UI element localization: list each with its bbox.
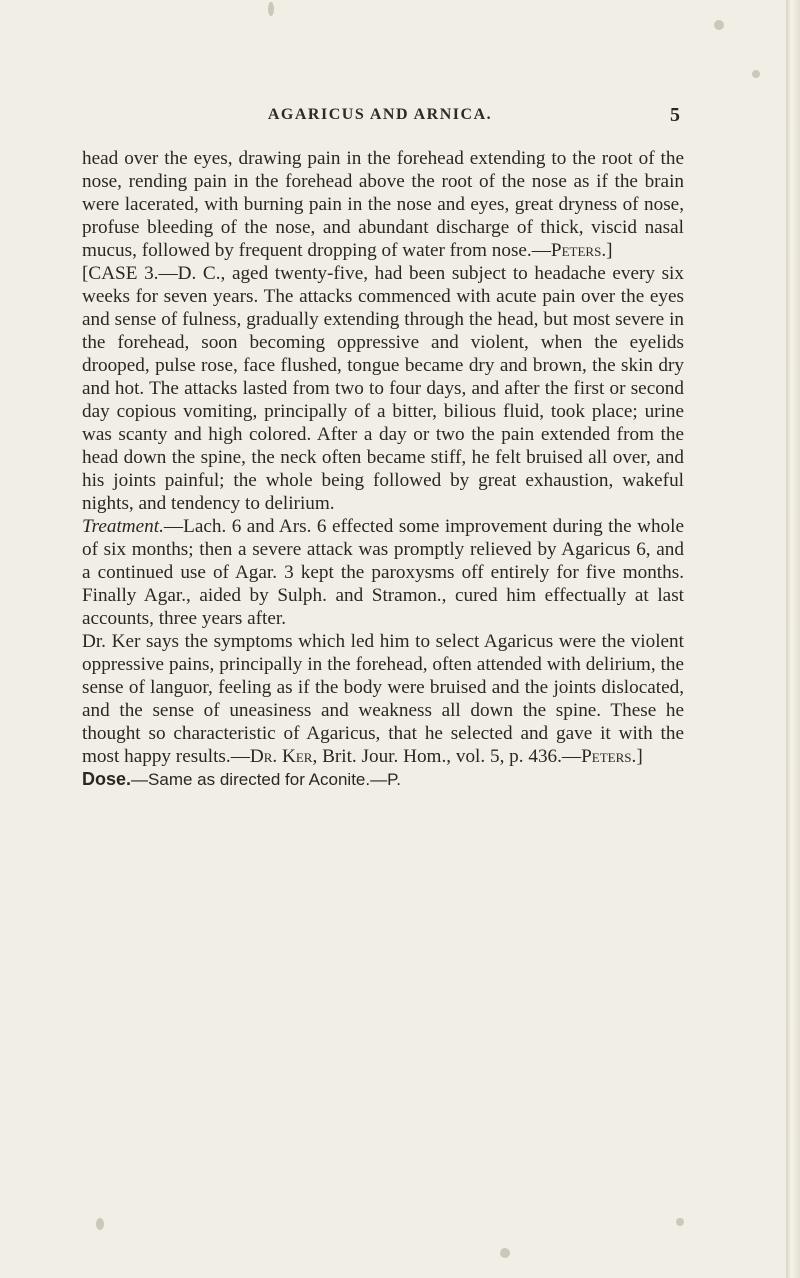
paragraph-dr-ker	[82, 630, 684, 768]
paragraph-case-3: [CASE 3.—D. C., aged twenty-five, had been subject to headache every six weeks for seven years. The attacks commenced with acute pain over the eyes and sense of fulness, gradually extending through the head, but most severe in the forehead, soon becoming oppressive and violent, when the eyelids drooped, pulse rose, face flushed, tongue became dry and brown, the skin dry and hot. The attacks lasted from two to four days, and after the first or second day copious vomiting, principally of a bitter, bilious fluid, took place; urine was scanty and high colored. After a day or two the pain extended from the head down the spine, the neck often became stiff, he felt bruised all over, and his joints painful; the whole being followed by great exhaustion, wakeful nights, and tendency to delirium.	[82, 263, 684, 514]
running-head: AGARICUS AND ARNICA.	[267, 106, 493, 123]
treatment-text: —Lach. 6 and Ars. 6 effected some improvement during the whole of six months; then a severe attack was promptly relieved by Agaricus 6, and a continued use of Agar. 3 kept the paroxysms off entirely for five months. Finally Agar., aided by Sulph. and Stramon., cured him effectually at last accounts, three years after.	[82, 516, 684, 629]
paragraph-treatment	[82, 515, 684, 630]
paragraph-1	[82, 147, 684, 262]
paragraph-dose	[82, 768, 684, 791]
bracket-close: ]	[606, 240, 613, 261]
citation-source: , Brit. Jour. Hom., vol. 5, p. 436.—	[312, 746, 582, 767]
paper-speck	[752, 70, 760, 78]
citation-peters: Peters.	[550, 240, 607, 261]
treatment-label: Treatment.	[82, 516, 164, 537]
dose-text: —Same as directed for Aconite.—P.	[131, 770, 401, 789]
paper-speck	[500, 1248, 510, 1258]
paper-speck	[268, 2, 274, 16]
citation-dr-ker: Dr. Ker	[249, 746, 313, 767]
paper-speck	[676, 1218, 684, 1226]
bracket-close-2: ]	[636, 746, 643, 767]
paper-speck	[96, 1218, 104, 1230]
dose-label: Dose.	[82, 769, 132, 789]
page-edge-shadow	[786, 0, 800, 1278]
paper-speck	[714, 20, 724, 30]
page-number: 5	[670, 104, 680, 126]
paragraph-1-text: head over the eyes, drawing pain in the forehead extending to the root of the nose, rending pain in the forehead above the root of the nose as if the brain were lacerated, with burning pain in the nose and eyes, great dryness of nose, profuse bleeding of the nose, and abundant discharge of thick, viscid nasal mucus, followed by frequent dropping of water from nose.—	[82, 148, 684, 261]
body-text	[82, 147, 684, 791]
dr-ker-text: Dr. Ker says the symptoms which led him to select Agaricus were the violent oppressive pains, principally in the forehead, often attended with delirium, the sense of languor, feeling as if the body were bruised and the joints dislocated, and the sense of uneasiness and weakness all down the spine. These he thought so characteristic of Agaricus, that he selected and gave it with the most happy results.—	[82, 631, 684, 767]
citation-peters-2: Peters.	[581, 746, 637, 767]
page-header	[80, 106, 680, 130]
